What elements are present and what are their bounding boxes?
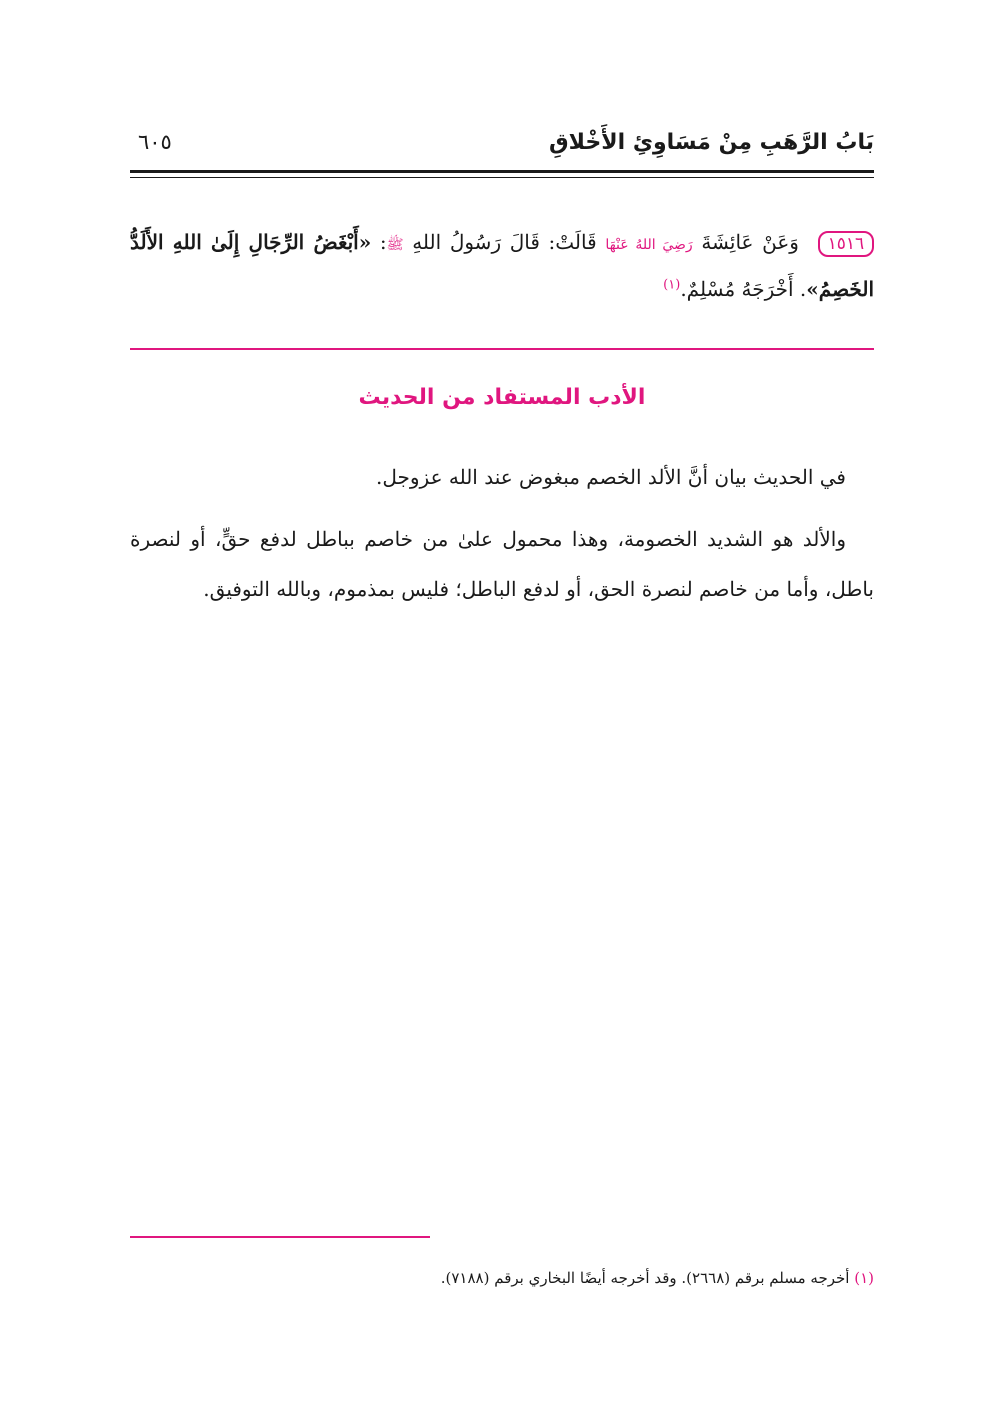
footnote	[130, 1265, 874, 1291]
hadith-source: . أَخْرَجَهُ مُسْلِمٌ.	[680, 277, 807, 301]
honorific-prophet: ﷺ	[386, 237, 404, 253]
hadith-quote: «أَبْغَضُ الرِّجَالِ إِلَىٰ اللهِ الأَلَدُّ الخَصِمُ»	[130, 230, 874, 301]
book-page	[130, 100, 874, 1320]
hadith-number-badge: ١٥١٦	[818, 231, 875, 257]
hadith-said: قَالَتْ: قَالَ رَسُولُ اللهِ	[412, 230, 597, 254]
header-rule-thick	[130, 170, 874, 173]
footnote-mark: (١)	[854, 1269, 874, 1287]
page-number: ٦٠٥	[138, 130, 172, 154]
commentary-text	[130, 452, 874, 626]
hadith-intro: وَعَنْ عَائِشَةَ	[701, 230, 799, 254]
section-heading: الأدب المستفاد من الحديث	[358, 385, 646, 410]
hadith-block	[130, 220, 874, 311]
commentary-paragraph-1: في الحديث بيان أنَّ الألد الخصم مبغوض عند الله عزوجل.	[376, 465, 846, 489]
hadith-colon: :	[379, 230, 387, 254]
footnote-divider	[130, 1236, 430, 1238]
commentary-paragraph-2: والألد هو الشديد الخصومة، وهذا محمول علىٰ من خاصم بباطل لدفع حقٍّ، أو لنصرة باطل، وأما من خاصم لنصرة الحق، أو لدفع الباطل؛ فليس بمذموم، وبالله التوفيق.	[130, 527, 874, 601]
footnote-text: أخرجه مسلم برقم (٢٦٦٨). وقد أخرجه أيضًا البخاري برقم (٧١٨٨).	[440, 1269, 850, 1287]
honorific-aisha: رَضِيَ اللهُ عَنْهَا	[605, 237, 693, 253]
chapter-title: بَابُ الرَّهَبِ مِنْ مَسَاوِئِ الأَخْلاقِ	[549, 129, 874, 155]
footnote-reference[interactable]: (١)	[663, 277, 681, 293]
section-divider	[130, 348, 874, 350]
page-header	[130, 120, 874, 164]
header-rule-thin	[130, 177, 874, 178]
